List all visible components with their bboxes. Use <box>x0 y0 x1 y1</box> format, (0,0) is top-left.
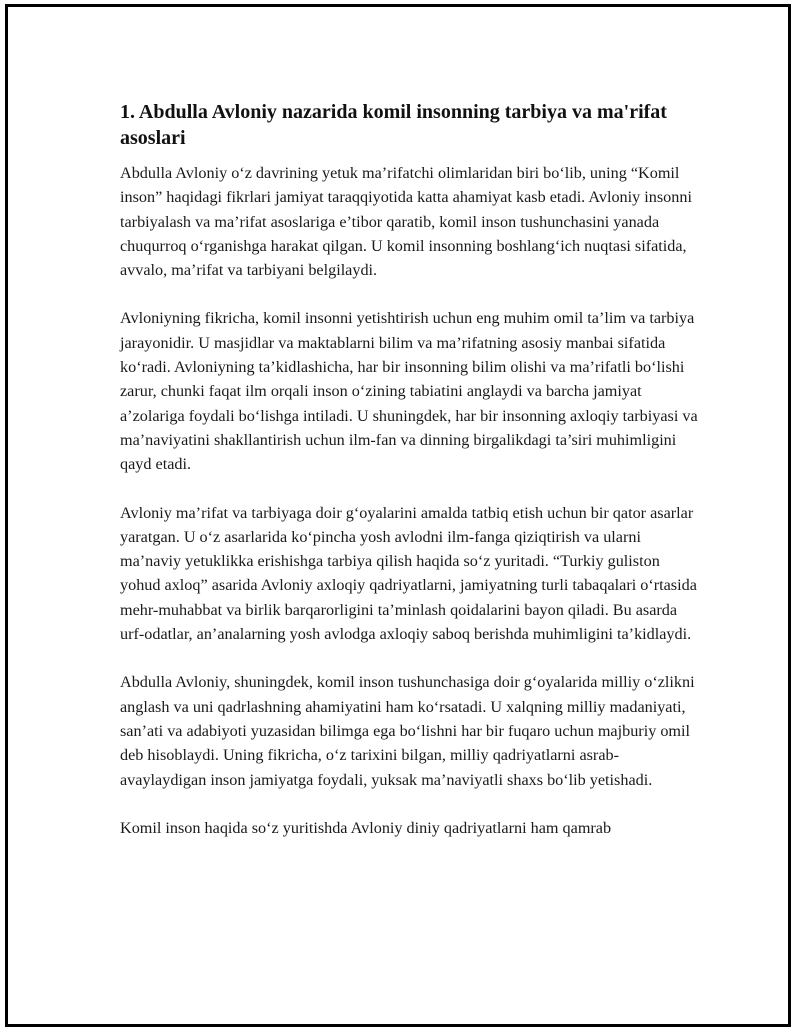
document-title: 1. Abdulla Avloniy nazarida komil insonning tarbiya va ma'rifat asoslari <box>120 101 667 149</box>
paragraph-5: Komil inson haqida so‘z yuritishda Avloniy diniy qadriyatlarni ham qamrab <box>120 818 612 837</box>
paragraph-1: Abdulla Avloniy o‘z davrining yetuk ma’rifatchi olimlaridan biri bo‘lib, uning “Komil inson” haqidagi fikrlari jamiyat taraqqiyotida katta ahamiyat kasb etadi. Avloniy insonni tarbiyalash va ma’rifat asoslariga e’tibor qaratib, komil inson tushunchasini yanada chuqurroq o‘rganishga harakat qilgan. U komil insonning boshlang‘ich nuqtasi sifatida, avvalo, ma’rifat va tarbiyani belgilaydi. <box>120 164 692 280</box>
page-frame <box>5 4 791 1027</box>
paragraph-4: Abdulla Avloniy, shuningdek, komil inson tushunchasiga doir g‘oyalarida milliy o‘zlikni anglash va uni qadrlashning ahamiyatini ham ko‘rsatadi. U xalqning milliy madaniyati, san’ati va adabiyoti yuzasidan bilimga ega bo‘lishni har bir fuqaro uchun majburiy omil deb hisoblaydi. Uning fikricha, o‘z tarixini bilgan, milliy qadriyatlarni asrab-avaylaydigan inson jamiyatga foydali, yuksak ma’naviyatli shaxs bo‘lib yetishadi. <box>120 673 695 789</box>
paragraph-2: Avloniyning fikricha, komil insonni yetishtirish uchun eng muhim omil ta’lim va tarbiya jarayonidir. U masjidlar va maktablarni bilim va ma’rifatning asosiy manbai sifatida ko‘radi. Avloniyning ta’kidlashicha, har bir insonning bilim olishi va ma’rifatli bo‘lishi zarur, chunki faqat ilm orqali inson o‘zining tabiatini anglaydi va barcha jamiyat a’zolariga foydali bo‘lishga intiladi. U shuningdek, har bir insonning axloqiy tarbiyasi va ma’naviyatini shakllantirish uchun ilm-fan va dinning birgalikdagi ta’siri muhimligini qayd etadi. <box>120 309 698 474</box>
document-body <box>120 99 702 864</box>
paragraph-3: Avloniy ma’rifat va tarbiyaga doir g‘oyalarini amalda tatbiq etish uchun bir qator asarlar yaratgan. U o‘z asarlarida ko‘pincha yosh avlodni ilm-fanga qiziqtirish va ularni ma’naviy yetuklikka erishishga tarbiya qilish haqida so‘z yuritadi. “Turkiy guliston yohud axloq” asarida Avloniy axloqiy qadriyatlarni, jamiyatning turli tabaqalari o‘rtasida mehr-muhabbat va birlik barqarorligini ta’minlash qoidalarini bayon qiladi. Bu asarda urf-odatlar, an’analarning yosh avlodga axloqiy saboq berishda muhimligini ta’kidlaydi. <box>120 503 697 644</box>
